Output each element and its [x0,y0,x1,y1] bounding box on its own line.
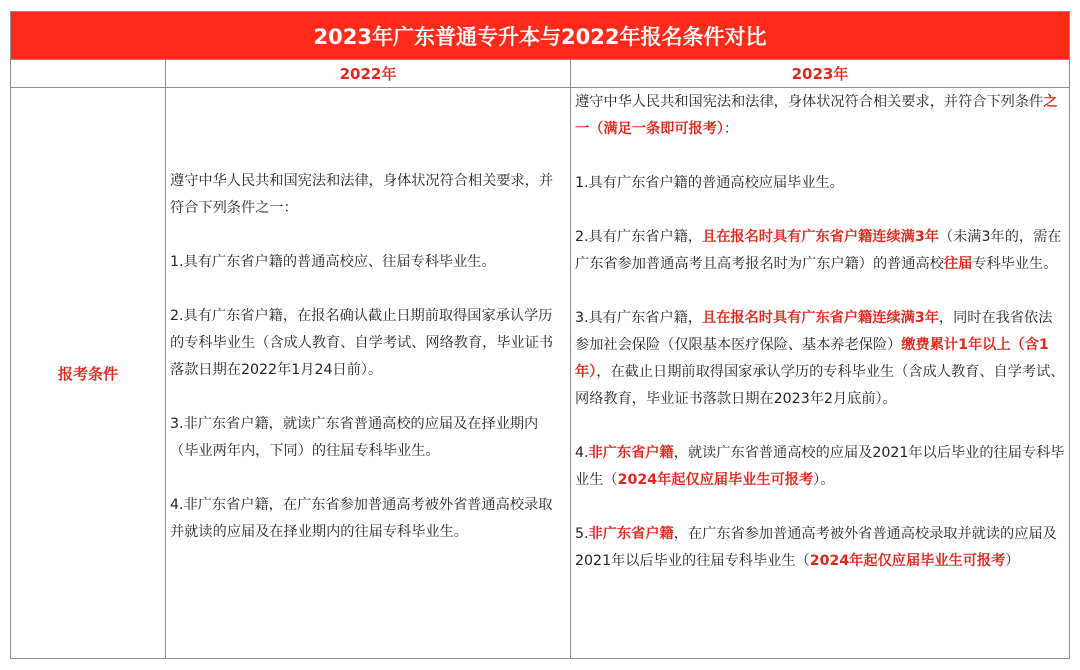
condition-2023-paragraph [575,170,1065,197]
body-text: 1.具有广东省户籍的普通高校应届毕业生。 [575,175,844,191]
highlight-text: 非广东省户籍 [588,526,674,542]
condition-2022-paragraph [170,411,566,465]
comparison-table [10,11,1070,659]
paragraph-gap [575,494,1065,521]
paragraph-gap [575,278,1065,305]
body-text: 遵守中华人民共和国宪法和法律，身体状况符合相关要求，并符合下列条件 [575,94,1044,110]
body-text: 4. [575,445,589,461]
body-text: ： [723,121,739,137]
body-text: 5. [575,526,589,542]
body-text: ）。 [813,472,835,488]
body-text: ，在截止日期前取得国家承认学历的专科毕业生（含成人教育、自学考试、网络教育，毕业证书落款日期在2023年2月底前）。 [575,364,1065,407]
body-text: （未满3年的，需在广东省参加普通高考且高考报名时为广东户籍）的普通高校 [575,229,1062,272]
condition-2023-paragraph [575,440,1065,494]
paragraph-gap [575,197,1065,224]
condition-2022-paragraph [170,168,566,222]
condition-2022-paragraph [170,303,566,384]
paragraph-gap [170,384,566,411]
body-text: ，同时在我省依法参加社会保险（仅限基本医疗保险、基本养老保险） [575,310,1053,353]
body-text: 1.具有广东省户籍的普通高校应、往届专科毕业生。 [170,254,496,270]
body-text: 3.非广东省户籍，就读广东省普通高校的应届及在择业期内（毕业两年内，下同）的往届专科毕业生。 [170,416,539,459]
highlight-text: 非广东省户籍 [588,445,674,461]
body-text: 4.非广东省户籍，在广东省参加普通高考被外省普通高校录取并就读的应届及在择业期内的往届专科毕业生。 [170,497,553,540]
paragraph-gap [575,413,1065,440]
conditions-2022-cell [166,88,571,658]
header-empty-cell [11,60,166,87]
body-text: 2.具有广东省户籍， [575,229,703,245]
paragraph-gap [170,276,566,303]
highlight-text: 且在报名时具有广东省户籍连续满3年 [702,229,939,245]
paragraph-gap [170,222,566,249]
highlight-text: 2024年起仅应届毕业生可报考 [617,472,814,488]
body-text: ，在广东省参加普通高考被外省普通高校录取并就读的应届及2021年以后毕业的往届专科毕业生（ [575,526,1057,569]
header-row [11,60,1069,88]
condition-2023-paragraph [575,224,1065,278]
body-text: 遵守中华人民共和国宪法和法律，身体状况符合相关要求，并符合下列条件之一： [170,173,554,216]
header-2022: 2022年 [166,60,571,87]
conditions-row [11,88,1069,658]
highlight-text: 且在报名时具有广东省户籍连续满3年 [702,310,939,326]
body-text: ，就读广东省普通高校的应届及2021年以后毕业的往届专科毕业生（ [575,445,1065,488]
table-title: 2023年广东普通专升本与2022年报名条件对比 [11,12,1069,60]
paragraph-gap [170,465,566,492]
highlight-text: 缴费累计1年以上（含1年） [575,337,1049,380]
body-text: 2.具有广东省户籍，在报名确认截止日期前取得国家承认学历的专科毕业生（含成人教育、自学考试、网络教育，毕业证书落款日期在2022年1月24日前）。 [170,308,554,378]
condition-2022-paragraph [170,492,566,546]
condition-2022-paragraph [170,249,566,276]
header-2023: 2023年 [791,65,849,83]
body-text: 3.具有广东省户籍， [575,310,703,326]
highlight-text: 往届 [943,256,973,272]
conditions-2023-cell [571,88,1069,658]
highlight-text: 2024年起仅应届毕业生可报考 [809,553,1006,569]
row-label: 报考条件 [11,88,166,658]
condition-2023-paragraph [575,305,1065,413]
body-text: ） [1005,553,1020,569]
body-text: 专科毕业生。 [972,256,1058,272]
condition-2023-paragraph [575,89,1065,143]
highlight-text: 之一（满足一条即可报考） [575,94,1058,137]
paragraph-gap [575,143,1065,170]
condition-2023-paragraph [575,521,1065,575]
